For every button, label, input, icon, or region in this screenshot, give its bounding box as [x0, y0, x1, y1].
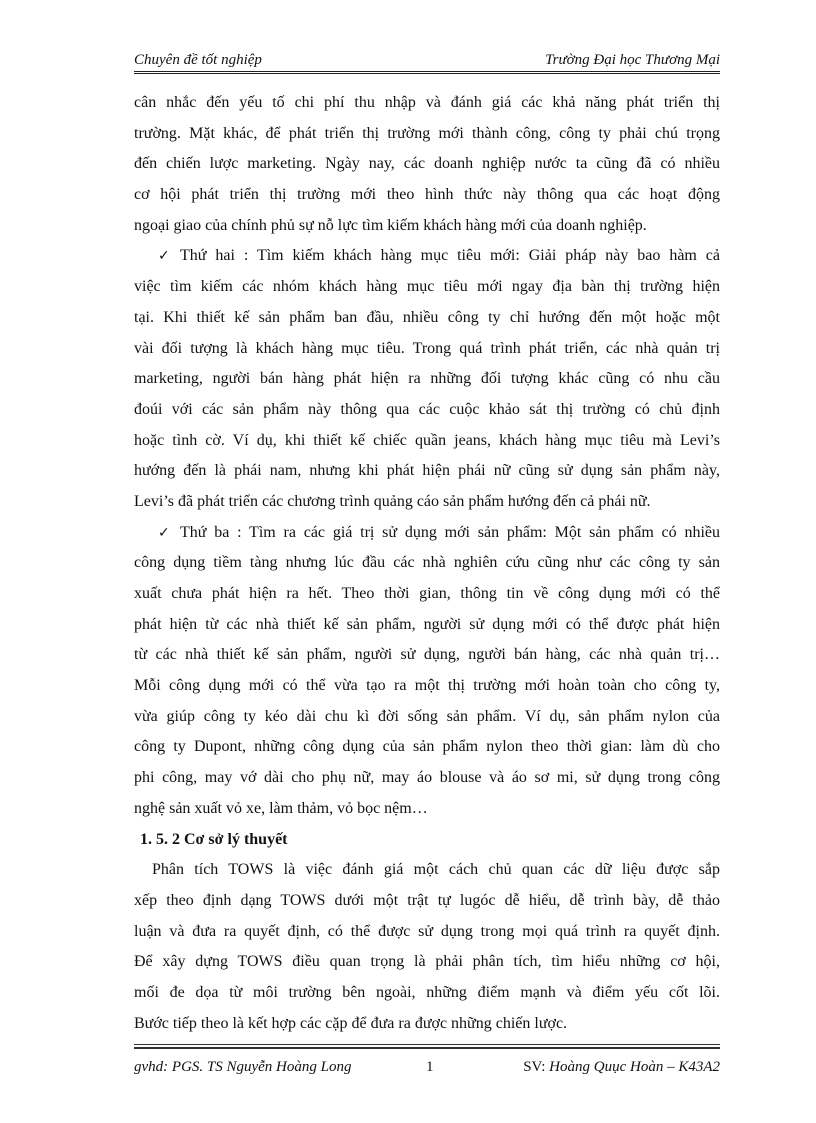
student-label: SV:	[523, 1059, 546, 1075]
footer-rule-thick	[134, 1047, 720, 1049]
body-line: xuất chưa phát hiện ra hết. Theo thời gian, thông tin về công dụng mới có thể	[134, 585, 720, 602]
body-line: Levi’s đã phát triển các chương trình quảng cáo sản phẩm hướng đến cả phái nữ.	[134, 492, 651, 510]
body-line: luận và đưa ra quyết định, có thể được sử dụng trong mọi quá trình ra quyết định.	[134, 922, 720, 940]
footer-advisor: gvhd: PGS. TS Nguyễn Hoàng Long	[134, 1059, 352, 1075]
body-line: phát hiện từ các nhà thiết kế sản phẩm, người sử dụng mới có thể được phát hiện	[134, 615, 720, 633]
body-line: từ các nhà thiết kế sản phẩm, người sử dụng, người bán hàng, các nhà quản trị…	[134, 646, 720, 664]
page-body	[134, 88, 720, 1039]
bullet-text: Thứ hai : Tìm kiếm khách hàng mục tiêu mới: Giải pháp này bao hàm cả	[180, 247, 720, 265]
body-line: hướng đến là phái nam, nhưng khi phát hiện phái nữ cũng sử dụng sản phẩm này,	[134, 462, 720, 480]
page-number: 1	[426, 1059, 434, 1075]
page-footer	[134, 1056, 720, 1078]
body-line: nghệ sản xuất vỏ xe, làm thảm, vỏ bọc nệm…	[134, 799, 428, 817]
body-line: Mỗi công dụng mới có thể vừa tạo ra một thị trường mới hoàn toàn cho công ty,	[134, 677, 720, 695]
body-line: tại. Khi thiết kế sản phẩm ban đầu, nhiều công ty chỉ hướng đến một hoặc một	[134, 308, 720, 326]
body-line: công dụng tiềm tàng nhưng lúc đầu các nhà nghiên cứu cũng như các công ty sản	[134, 554, 720, 572]
student-name: Hoàng Quục Hoàn – K43A2	[549, 1059, 720, 1075]
body-line: đoúi với các sản phẩm này thông qua các cuộc khảo sát thị trường có chủ định	[134, 400, 720, 418]
header-rule	[134, 71, 720, 74]
body-line: phi công, may vớ dài cho phụ nữ, may áo blouse và áo sơ mi, sử dụng trong công	[134, 769, 720, 787]
body-line: cơ hội phát triển thị trường mới theo hình thức này thông qua các hoạt động	[134, 186, 720, 204]
body-line: vài đối tượng là khách hàng mục tiêu. Trong quá trình phát triển, các nhà quản trị	[134, 339, 720, 357]
check-mark-icon: ✓	[158, 248, 170, 265]
page-header	[134, 50, 720, 70]
bullet-text: Thứ ba : Tìm ra các giá trị sử dụng mới sản phẩm: Một sản phẩm có nhiều	[180, 523, 720, 541]
body-line: trường. Mặt khác, để phát triển thị trường mới thành công, công ty phải chú trọng	[134, 124, 720, 142]
body-line: vừa giúp công ty kéo dài chu kì đời sống sản phẩm. Ví dụ, sản phẩm nylon của	[134, 707, 720, 725]
check-mark-icon: ✓	[158, 524, 170, 541]
footer-student	[523, 1056, 720, 1078]
footer-rule	[134, 1044, 720, 1045]
body-line: ngoại giao của chính phủ sự nỗ lực tìm kiếm khách hàng mới của doanh nghiệp.	[134, 216, 647, 234]
body-line: cân nhắc đến yếu tố chi phí thu nhập và đánh giá các khả năng phát triển thị	[134, 94, 720, 111]
body-line: đến chiến lược marketing. Ngày nay, các doanh nghiệp nước ta cũng đã có nhiều	[134, 155, 720, 173]
body-line: việc tìm kiếm các nhóm khách hàng mục tiêu mới ngay địa bàn thị trường hiện	[134, 278, 720, 296]
bullet-line	[134, 241, 720, 272]
bullet-line	[134, 518, 720, 549]
header-document-type: Chuyên đề tốt nghiệp	[134, 52, 262, 68]
section-heading: 1. 5. 2 Cơ sở lý thuyết	[140, 830, 288, 848]
body-line: Phân tích TOWS là việc đánh giá một cách chủ quan các dữ liệu được sắp	[152, 861, 720, 879]
body-line: công ty Dupont, những công dụng của sản phẩm nylon theo thời gian: làm dù cho	[134, 738, 720, 756]
body-line: Để xây dựng TOWS điều quan trọng là phải phân tích, tìm hiểu những cơ hội,	[134, 953, 720, 971]
body-line: mối đe dọa từ môi trường bên ngoài, những điểm mạnh và điểm yếu cốt lõi.	[134, 983, 720, 1001]
body-line: Bước tiếp theo là kết hợp các cặp để đưa ra được những chiến lược.	[134, 1014, 568, 1032]
body-line: hoặc tình cờ. Ví dụ, khi thiết kế chiếc quần jeans, khách hàng mục tiêu mà Levi’s	[134, 431, 720, 449]
body-line: marketing, người bán hàng phát hiện ra những đối tượng khác cũng có nhu cầu	[134, 370, 720, 388]
header-university: Trường Đại học Thương Mại	[545, 52, 720, 68]
body-line: xếp theo định dạng TOWS dưới một trật tự lugóc dễ hiểu, dễ trình bày, dễ thảo	[134, 891, 720, 909]
